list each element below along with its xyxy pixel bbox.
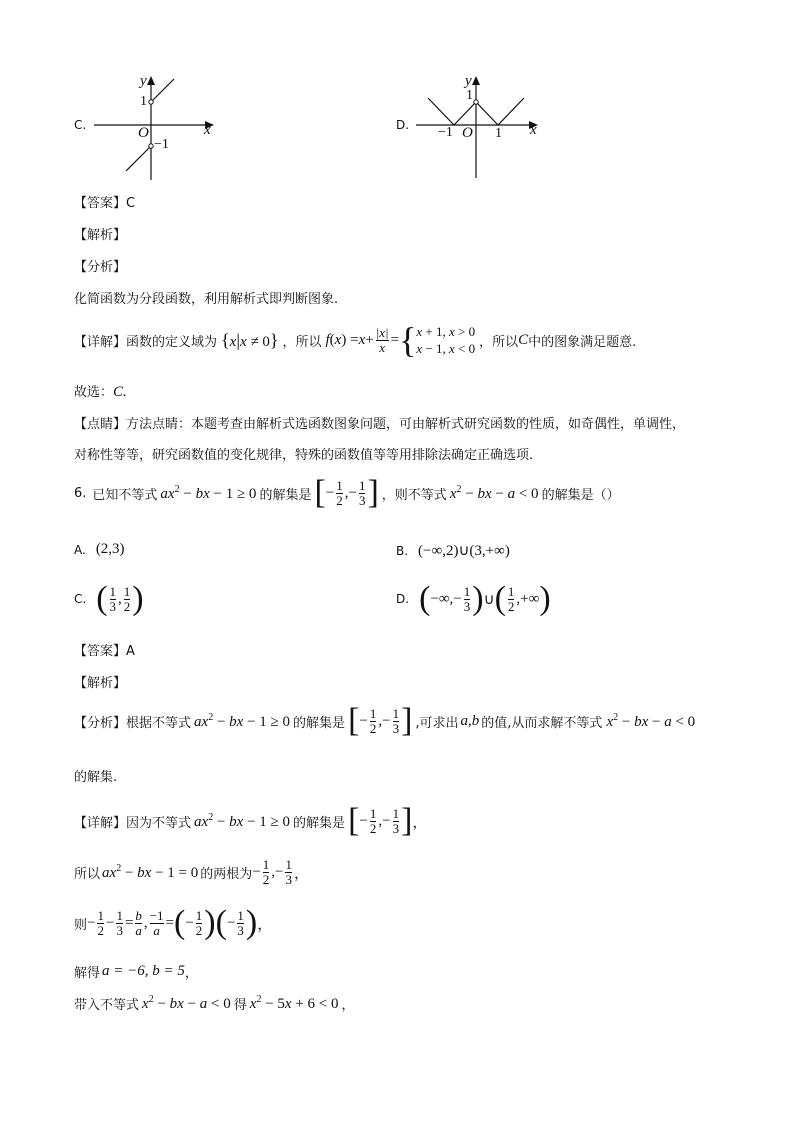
q6-sub-line: 带入不等式 $x^2$ − bx − a < 0 得 $x^2 - 5x + 6 < 0$ ，: [74, 994, 355, 1013]
q6-answer-line: [74, 640, 135, 659]
tip-tag: 【点睛】: [74, 417, 127, 432]
answer-tag: 【答案】: [74, 196, 127, 211]
graph-d-y-label: y: [465, 73, 472, 89]
q6-fenxi-tag: 【分析】: [74, 715, 127, 731]
q5-analysis-tag: 【解析】: [74, 228, 127, 243]
option-b-value: (−∞,2)∪(3,+∞): [418, 543, 510, 559]
graph-c-origin-label: O: [138, 125, 149, 141]
domain-set: {x|x ≠ 0}: [221, 329, 279, 350]
q5-fenxi-text: 化简函数为分段函数，利用解析式即判断图象.: [74, 292, 339, 307]
q5-detail-line: [74, 322, 636, 358]
graph-d-open-dot: [474, 100, 478, 104]
q6-then-line: [74, 904, 273, 941]
q6-stem-b: 的解集是: [259, 487, 312, 503]
graph-c-y-label: y: [140, 73, 147, 89]
q6-detail-ineq: $ax^2$ − bx − 1 ≥ 0: [194, 811, 291, 830]
detail-prefix: 函数的定义域为: [126, 334, 218, 350]
q6-analysis-tag: 【解析】: [74, 676, 127, 691]
q6-sub-ineq-1: $x^2$ − bx − a < 0: [142, 994, 231, 1012]
q6-roots-values: − $\frac{1}{2}$ ,− $\frac{1}{3}$ ，: [252, 857, 309, 887]
q6-fenxi-line2: 的解集.: [74, 770, 118, 785]
graph-d-one-label: 1: [495, 126, 502, 141]
q6-solve: 解得: [74, 966, 101, 981]
graph-d-x-label: x: [530, 122, 537, 138]
detail-suffix-2: ，所以: [479, 334, 519, 350]
q5-conclusion: [74, 381, 127, 401]
option-d-label-q6: D.: [396, 592, 410, 606]
q6-stem: [74, 474, 620, 511]
q6-roots-a: 所以: [74, 867, 101, 882]
q6-fenxi-b: 的解集是: [293, 715, 346, 731]
q6-solve-value: a = −6, b = 5: [102, 963, 185, 979]
q6-detail-b: 的解集是: [293, 815, 346, 831]
q6-sub-ineq-2: $x^2 - 5x + 6 < 0$: [249, 994, 339, 1012]
option-d-label: D.: [396, 118, 410, 132]
q6-roots-line: [74, 858, 309, 887]
graph-c-branch-neg: [126, 146, 151, 171]
q5-fenxi-tag: 【分析】: [74, 260, 127, 275]
q6-answer-tag: 【答案】: [74, 644, 127, 659]
answer-value: C: [126, 196, 136, 211]
graph-c-open-dot-bottom: [149, 144, 153, 148]
graph-c-branch-pos: [151, 79, 174, 102]
option-b-label: B.: [396, 543, 409, 558]
q6-fenxi-c: ,可求出: [415, 715, 459, 731]
q6-detail-interval: [ − $\frac{1}{2}$ ,− $\frac{1}{3}$ ] ，: [348, 802, 428, 839]
q6-fenxi-ineq-1: $ax^2$ − bx − 1 ≥ 0: [194, 711, 291, 730]
q6-option-b[interactable]: [396, 541, 510, 560]
q6-stem-a: 已知不等式: [92, 487, 158, 503]
graph-c-y-arrow: [147, 76, 155, 85]
option-c-label-q6: C.: [74, 592, 87, 606]
q6-fenxi-ab: a,b: [460, 712, 480, 729]
option-c-label: C.: [74, 118, 87, 132]
q6-roots-b: 的两根为: [200, 867, 253, 882]
q6-number: 6.: [74, 485, 87, 501]
graph-c-neg-one-label: −1: [154, 137, 169, 152]
graph-d-y-arrow: [472, 76, 480, 85]
q6-detail-line: [74, 802, 430, 839]
q6-fenxi-line: [74, 702, 696, 739]
graph-c-one-label: 1: [140, 94, 147, 109]
conclusion-text: 故选：: [74, 385, 114, 400]
q6-stem-d: 的解集是（）: [541, 487, 620, 503]
q6-vieta: − $\frac{1}{2}$ − $\frac{1}{3}$ = $\frac{b}{a}$ , $\frac{-1}{a}$ = ( − $\frac{1}{2}$ ) ( − $\frac{1}{3}$ ) ，: [87, 904, 273, 941]
q5-tip-line2: 对称性等等，研究函数值的变化规律，特殊的函数值等等用排除法确定正确选项.: [74, 448, 534, 463]
detail-end: 中的图象满足题意.: [528, 334, 637, 350]
option-a-label: A.: [74, 542, 86, 557]
q6-then: 则: [74, 917, 88, 933]
option-c-value: ( $\frac{1}{3}$ , $\frac{1}{2}$ ): [96, 580, 144, 617]
q6-fenxi-interval: [ − $\frac{1}{2}$ ,− $\frac{1}{3}$ ]: [348, 702, 413, 739]
graph-d: [414, 72, 544, 182]
q6-option-a[interactable]: [74, 541, 125, 558]
q6-sub-b: 得: [233, 998, 247, 1013]
detail-c: C: [518, 331, 529, 348]
graph-c: [90, 72, 220, 182]
q5-tip-line1: [74, 413, 685, 432]
detail-suffix: ，所以: [282, 334, 322, 350]
q6-interval-1: [ − $\frac{1}{2}$ ,− $\frac{1}{3}$ ]: [314, 474, 379, 511]
tip-text-1: 方法点睛：本题考查由解析式选函数图象问题，可由解析式研究函数的性质，如奇偶性，单调性，: [126, 417, 686, 432]
q6-detail-a: 因为不等式: [126, 815, 192, 831]
q6-stem-c: ，则不等式: [381, 487, 447, 503]
option-a-value: (2,3): [95, 541, 125, 557]
q6-sub-a: 带入不等式: [74, 998, 140, 1013]
q6-option-d[interactable]: [396, 580, 551, 617]
q6-inequality-1: $ax^2$ − bx − 1 ≥ 0: [160, 483, 257, 502]
q6-fenxi-d: 的值,从而求解不等式: [481, 715, 603, 731]
q6-option-c[interactable]: [74, 580, 144, 617]
graph-d-neg-one-label: −1: [438, 125, 453, 140]
option-d-value: ( −∞,− $\frac{1}{3}$ ) ∪ ( $\frac{1}{2}$ ,+∞ ): [419, 580, 551, 617]
graph-d-origin-label: O: [462, 125, 473, 141]
q6-fenxi-ineq-2: $x^2$ − bx − a < 0: [606, 711, 696, 730]
q6-roots-eq: $ax^2$ − bx − 1 = 0: [102, 863, 199, 881]
conclusion-value: C.: [113, 384, 127, 400]
q5-answer-line: [74, 192, 135, 211]
q6-inequality-2: $x^2$ − bx − a < 0: [449, 483, 539, 502]
piecewise-function: f ( x ) = x + $\frac{|x|}{x}$ = { x + 1, x > 0 x − 1, x < 0: [325, 320, 476, 360]
graph-d-one-top-label: 1: [466, 88, 473, 103]
q6-solve-line: 解得 a = −6, b = 5 ，: [74, 963, 198, 981]
graph-c-open-dot-top: [149, 100, 153, 104]
q6-fenxi-a: 根据不等式: [126, 715, 192, 731]
graph-c-x-label: x: [204, 122, 211, 138]
detail-tag: 【详解】: [74, 334, 127, 350]
q6-detail-tag: 【详解】: [74, 815, 127, 831]
q6-answer-value: A: [126, 644, 135, 659]
